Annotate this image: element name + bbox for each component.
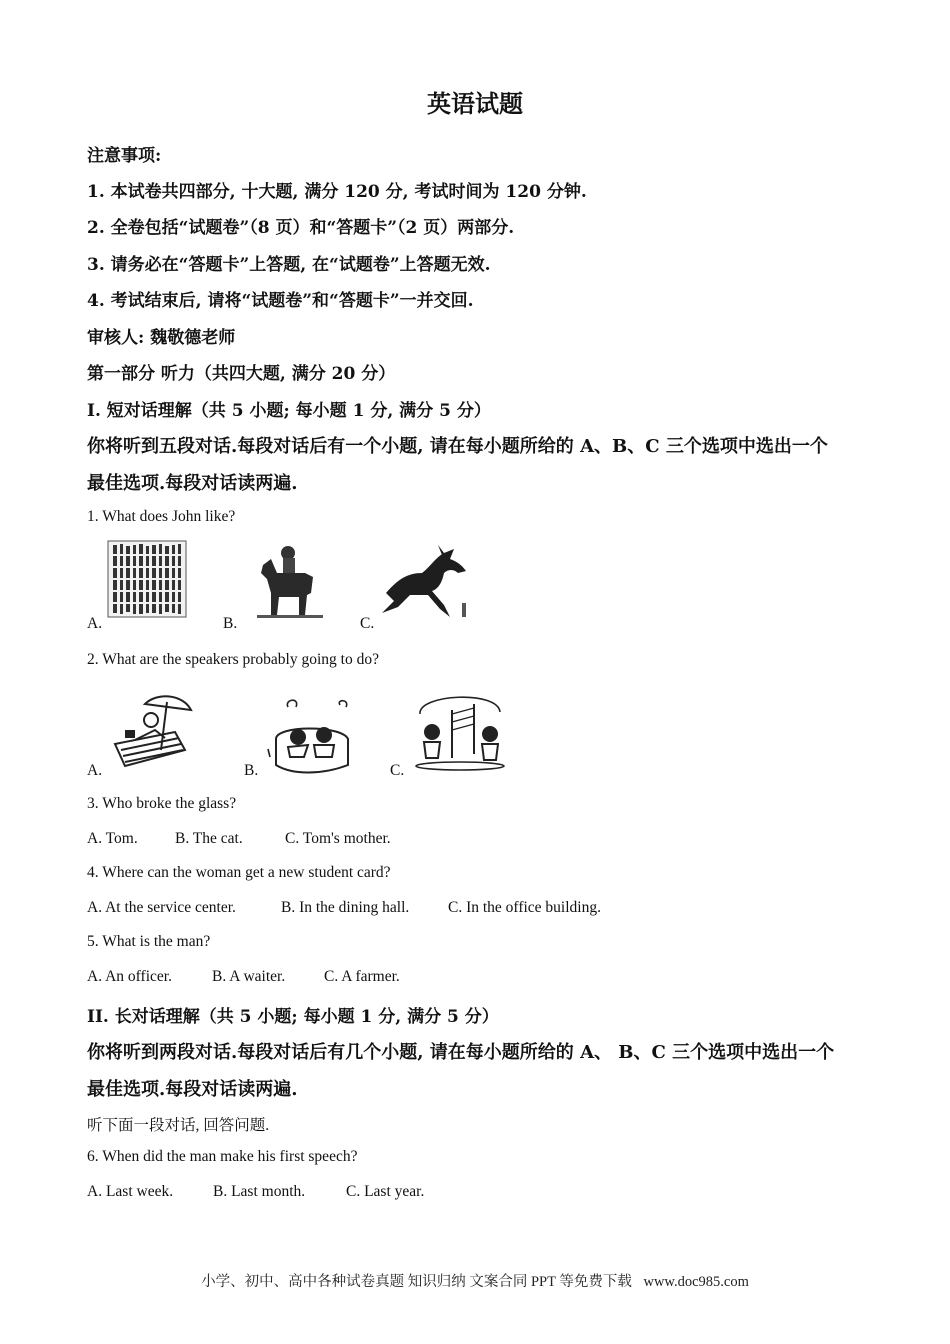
question-6: 6. When did the man make his first speech? bbox=[87, 1148, 358, 1165]
q4-option-c: C. In the office building. bbox=[448, 899, 601, 916]
question-2: 2. What are the speakers probably going to do? bbox=[87, 651, 379, 668]
q1-option-c-label: C. bbox=[360, 615, 375, 632]
swimming-pool-image bbox=[262, 695, 356, 775]
note-4: 4. 考试结束后, 请将“试题卷”和“答题卡”一并交回. bbox=[87, 291, 474, 311]
note-3: 3. 请务必在“答题卡”上答题, 在“试题卷”上答题无效. bbox=[87, 255, 491, 275]
q6-option-c: C. Last year. bbox=[346, 1183, 425, 1200]
q4-option-b: B. In the dining hall. bbox=[281, 899, 410, 916]
question-3: 3. Who broke the glass? bbox=[87, 795, 237, 812]
q2-option-a-label: A. bbox=[87, 762, 103, 779]
q5-option-a: A. An officer. bbox=[87, 968, 172, 985]
section1-instruction-1: 你将听到五段对话.每段对话后有一个小题, 请在每小题所给的 A、B、C 三个选项中选出一个 bbox=[87, 436, 828, 457]
footer-link[interactable]: www.doc985.com bbox=[643, 1274, 749, 1290]
section2-heading: II. 长对话理解（共 5 小题; 每小题 1 分, 满分 5 分） bbox=[87, 1007, 499, 1027]
footer-text: 小学、初中、高中各种试卷真题 知识归纳 文案合同 PPT 等免费下载 bbox=[201, 1274, 632, 1290]
section1-heading: I. 短对话理解（共 5 小题; 每小题 1 分, 满分 5 分） bbox=[87, 401, 491, 421]
q2-option-b-label: B. bbox=[244, 762, 259, 779]
question-5: 5. What is the man? bbox=[87, 933, 211, 950]
page-footer bbox=[0, 1270, 950, 1291]
q6-option-b: B. Last month. bbox=[213, 1183, 306, 1200]
terracotta-horse-image bbox=[255, 543, 325, 619]
section1-instruction-2: 最佳选项.每段对话读两遍. bbox=[87, 473, 298, 494]
note-2: 2. 全卷包括“试题卷”（8 页）和“答题卡”（2 页）两部分. bbox=[87, 218, 515, 238]
q4-option-a: A. At the service center. bbox=[87, 899, 236, 916]
calligraphy-image bbox=[107, 540, 187, 618]
question-1: 1. What does John like? bbox=[87, 508, 236, 525]
q2-option-c-label: C. bbox=[390, 762, 405, 779]
note-1: 1. 本试卷共四部分, 十大题, 满分 120 分, 考试时间为 120 分钟. bbox=[87, 182, 587, 202]
question-4: 4. Where can the woman get a new student card? bbox=[87, 864, 391, 881]
reviewer-line: 审核人: 魏敬德老师 bbox=[87, 328, 236, 348]
section2-instruction-1: 你将听到两段对话.每段对话后有几个小题, 请在每小题所给的 A、 B、C 三个选项中选出一个 bbox=[87, 1042, 835, 1063]
galloping-horse-painting-image bbox=[378, 543, 470, 621]
part1-heading: 第一部分 听力（共四大题, 满分 20 分） bbox=[87, 364, 396, 384]
q3-option-c: C. Tom's mother. bbox=[285, 830, 391, 847]
q5-option-c: C. A farmer. bbox=[324, 968, 400, 985]
q3-option-a: A. Tom. bbox=[87, 830, 138, 847]
badminton-image bbox=[408, 684, 508, 772]
q5-option-b: B. A waiter. bbox=[212, 968, 286, 985]
section2-lead: 听下面一段对话, 回答问题. bbox=[87, 1117, 270, 1134]
notes-heading: 注意事项: bbox=[87, 146, 162, 166]
beach-sunbathing-image bbox=[105, 690, 195, 776]
q3-option-b: B. The cat. bbox=[175, 830, 243, 847]
section2-instruction-2: 最佳选项.每段对话读两遍. bbox=[87, 1079, 298, 1100]
q6-option-a: A. Last week. bbox=[87, 1183, 174, 1200]
q1-option-a-label: A. bbox=[87, 615, 103, 632]
q1-option-b-label: B. bbox=[223, 615, 238, 632]
page-title: 英语试题 bbox=[427, 89, 523, 118]
